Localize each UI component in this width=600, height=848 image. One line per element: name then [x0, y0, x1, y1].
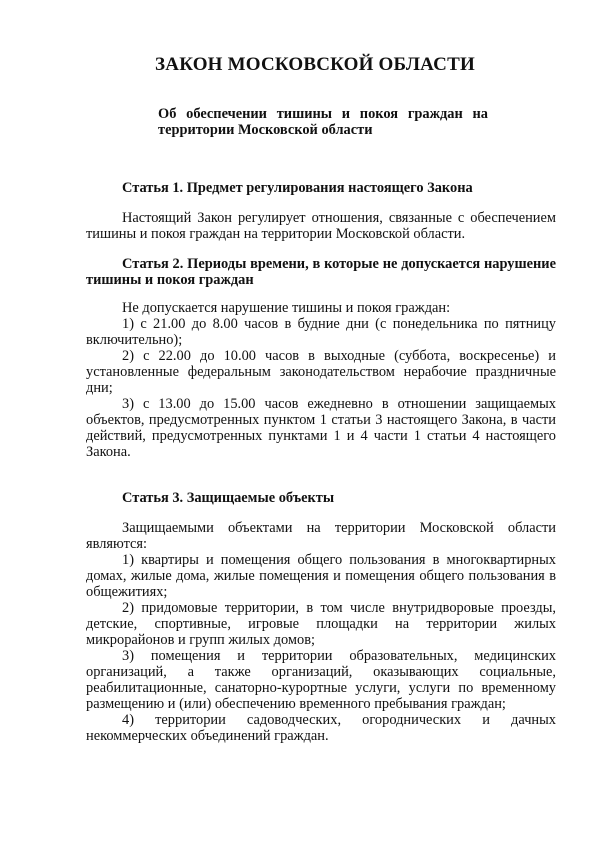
- article-3-heading: Статья 3. Защищаемые объекты: [122, 490, 335, 506]
- article-3-item-3: 3) помещения и территории образовательных, медицинских организаций, а также организаций, оказывающих социальные, реабилитационные, санаторно-курортные услуги, услуги по временному размещению и (или) обеспечению временного пребывания граждан;: [86, 648, 556, 712]
- article-2-intro: Не допускается нарушение тишины и покоя граждан:: [122, 300, 451, 316]
- article-2-heading: Статья 2. Периоды времени, в которые не допускается нарушение тишины и покоя граждан: [86, 256, 556, 288]
- law-title: ЗАКОН МОСКОВСКОЙ ОБЛАСТИ: [155, 54, 475, 75]
- article-3-intro: Защищаемыми объектами на территории Московской области являются:: [86, 520, 556, 552]
- article-1: [86, 180, 556, 242]
- article-1-heading: Статья 1. Предмет регулирования настоящего Закона: [122, 180, 473, 196]
- article-3-item-1: 1) квартиры и помещения общего пользования в многоквартирных домах, жилые дома, жилые помещения и помещения общего пользования в общежитиях;: [86, 552, 556, 600]
- article-3: [86, 490, 556, 744]
- article-2-item-3: 3) с 13.00 до 15.00 часов ежедневно в отношении защищаемых объектов, предусмотренных пунктом 1 статьи 3 настоящего Закона, в части действий, предусмотренных пунктами 1 и 4 части 1 статьи 4 настоящего Закона.: [86, 396, 556, 460]
- article-3-item-2: 2) придомовые территории, в том числе внутридворовые проезды, детские, спортивные, игровые площадки на территории жилых микрорайонов и групп жилых домов;: [86, 600, 556, 648]
- article-1-text: Настоящий Закон регулирует отношения, связанные с обеспечением тишины и покоя граждан на территории Московской области.: [86, 210, 556, 242]
- article-2-item-1: 1) с 21.00 до 8.00 часов в будние дни (с понедельника по пятницу включительно);: [86, 316, 556, 348]
- law-subtitle: Об обеспечении тишины и покоя граждан на территории Московской области: [158, 106, 488, 138]
- article-2-item-2: 2) с 22.00 до 10.00 часов в выходные (суббота, воскресенье) и установленные федеральным законодательством нерабочие праздничные дни;: [86, 348, 556, 396]
- article-2: [86, 256, 556, 460]
- article-3-item-4: 4) территории садоводческих, огороднических и дачных некоммерческих объединений граждан.: [86, 712, 556, 744]
